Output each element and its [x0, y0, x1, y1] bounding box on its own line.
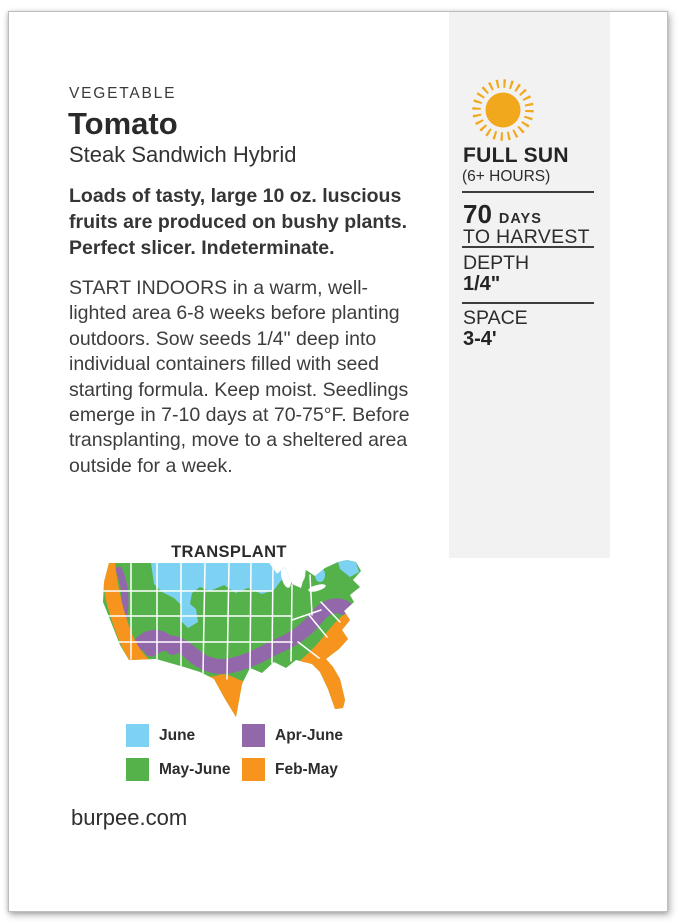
packet-description: Loads of tasty, large 10 oz. luscious fruits are produced on bushy plants. Perfect slicer. Indeterminate. [69, 185, 408, 259]
legend-label-june: June [159, 726, 196, 744]
us-transplant-map [93, 560, 365, 718]
legend-swatch-apr-june [242, 724, 265, 747]
days-to-harvest-label: TO HARVEST [463, 226, 590, 248]
depth-value: 1/4" [463, 273, 501, 295]
days-to-harvest-value: 70 [463, 199, 492, 229]
space-value: 3-4' [463, 328, 497, 350]
sun-exposure-subheading: (6+ HOURS) [462, 168, 551, 185]
packet-name: Tomato [68, 106, 178, 141]
website-text: burpee.com [71, 805, 188, 830]
sidebar-divider [462, 302, 594, 304]
sidebar-divider [462, 191, 594, 193]
days-to-harvest-row [463, 200, 542, 228]
map-legend [126, 724, 343, 781]
legend-item-june [126, 724, 242, 747]
transplant-map-title: TRANSPLANT [171, 543, 287, 561]
legend-item-feb-may [242, 758, 343, 781]
sidebar-divider [462, 246, 594, 248]
legend-swatch-may-june [126, 758, 149, 781]
legend-label-feb-may: Feb-May [275, 760, 338, 778]
legend-item-may-june [126, 758, 242, 781]
days-to-harvest-unit: DAYS [498, 211, 542, 227]
legend-swatch-june [126, 724, 149, 747]
legend-label-apr-june: Apr-June [275, 726, 344, 744]
legend-label-may-june: May-June [159, 760, 231, 778]
sun-exposure-heading: FULL SUN [463, 144, 569, 167]
map-zone-june-patch [315, 568, 325, 582]
growing-info-sidebar [449, 12, 610, 558]
packet-category: VEGETABLE [69, 85, 177, 102]
space-label: SPACE [463, 307, 528, 329]
depth-label: DEPTH [463, 252, 530, 274]
seed-packet-back [8, 11, 668, 912]
sun-icon [463, 70, 543, 150]
packet-instructions: START INDOORS in a warm, well-lighted area 6-8 weeks before planting outdoors. Sow seeds 1/4" deep into individual containers filled with seed starting formula. Keep moist. Seedlings emerge in 7-10 days at 70-75°F. Before transplanting, move to a sheltered area outside for a week. [69, 277, 410, 477]
packet-variety: Steak Sandwich Hybrid [69, 142, 297, 167]
legend-swatch-feb-may [242, 758, 265, 781]
legend-item-apr-june [242, 724, 343, 747]
